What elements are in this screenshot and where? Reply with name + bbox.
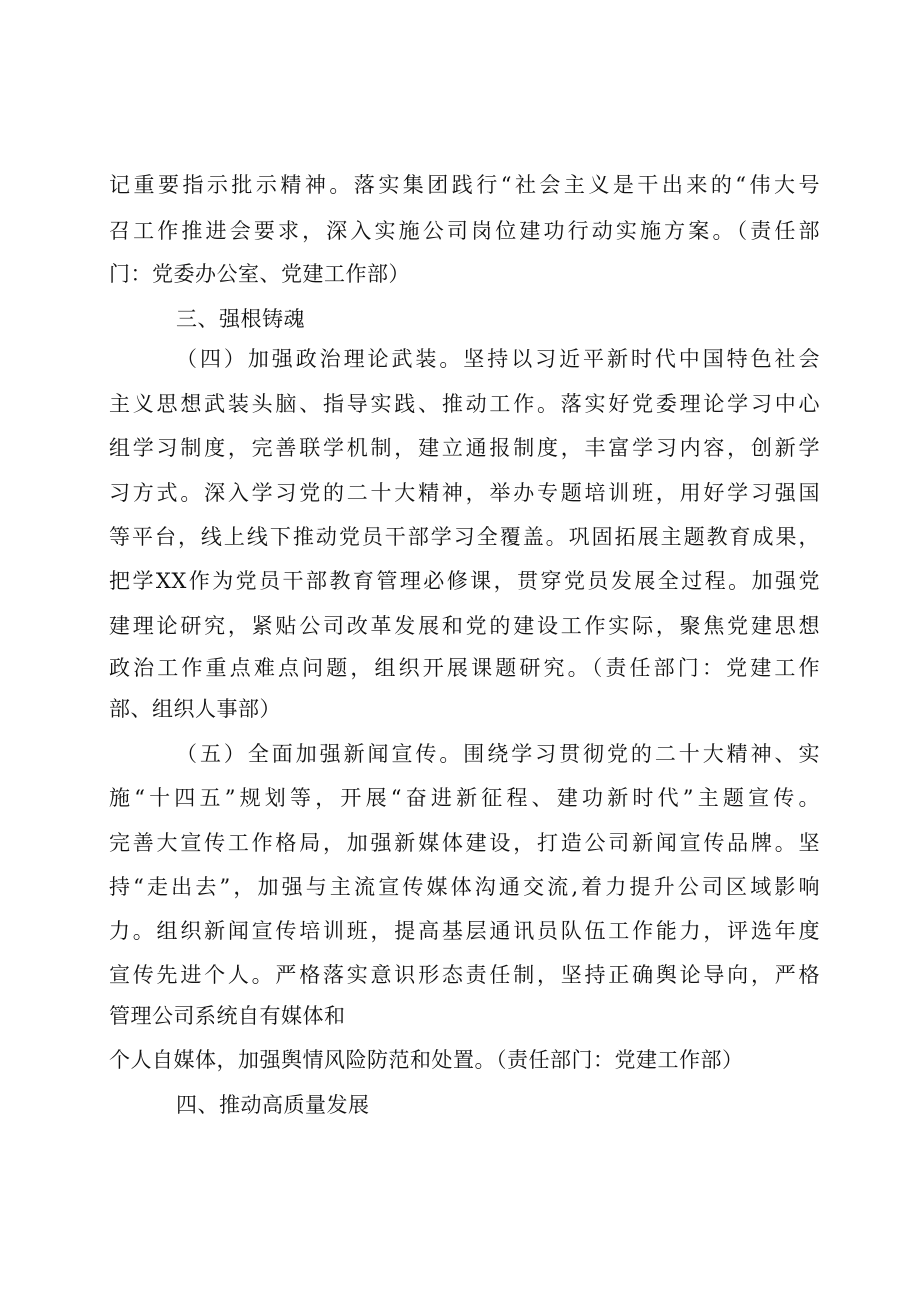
paragraph-line: 政治工作重点难点问题，组织开展课题研究。（责任部门：党建工作: [109, 656, 820, 680]
paragraph-line: （五）全面加强新闻宣传。围绕学习贯彻党的二十大精神、实: [176, 742, 820, 766]
paragraph-line: 主义思想武装头脑、指导实践、推动工作。落实好党委理论学习中心: [109, 392, 820, 416]
section-heading: 四、推动高质量发展: [176, 1093, 370, 1117]
paragraph-line: 施“十四五”规划等，开展“奋进新征程、建功新时代”主题宣传。: [109, 786, 820, 810]
paragraph-line: 力。组织新闻宣传培训班，提高基层通讯员队伍工作能力，评选年度: [109, 919, 820, 943]
paragraph-line: 建理论研究，紧贴公司改革发展和党的建设工作实际，聚焦党建思想: [109, 614, 820, 638]
paragraph-line: 等平台，线上线下推动党员干部学习全覆盖。巩固拓展主题教育成果，: [109, 525, 820, 549]
paragraph-line: 宣传先进个人。严格落实意识形态责任制，坚持正确舆论导向，严格: [109, 963, 820, 987]
paragraph-line: 组学习制度，完善联学机制，建立通报制度，丰富学习内容，创新学: [109, 436, 820, 460]
paragraph-line: 管理公司系统自有媒体和: [109, 1004, 346, 1028]
paragraph-line: 部、组织人事部）: [109, 697, 281, 721]
paragraph-line: 把学XX作为党员干部教育管理必修课，贯穿党员发展全过程。加强党: [109, 569, 820, 593]
paragraph-line: 召工作推进会要求，深入实施公司岗位建功行动实施方案。（责任部: [109, 219, 820, 243]
paragraph-line: 记重要指示批示精神。落实集团践行“社会主义是干出来的“伟大号: [109, 173, 820, 197]
paragraph-line: 持“走出去”，加强与主流宣传媒体沟通交流,着力提升公司区域影响: [109, 875, 820, 899]
paragraph-line: （四）加强政治理论武装。坚持以习近平新时代中国特色社会: [176, 347, 820, 371]
paragraph-line: 个人自媒体，加强舆情风险防范和处置。（责任部门：党建工作部）: [109, 1048, 744, 1072]
section-heading: 三、强根铸魂: [176, 307, 305, 331]
paragraph-line: 门：党委办公室、党建工作部）: [109, 262, 410, 286]
paragraph-line: 习方式。深入学习党的二十大精神，举办专题培训班，用好学习强国: [109, 481, 820, 505]
paragraph-line: 完善大宣传工作格局，加强新媒体建设，打造公司新闻宣传品牌。坚: [109, 831, 820, 855]
